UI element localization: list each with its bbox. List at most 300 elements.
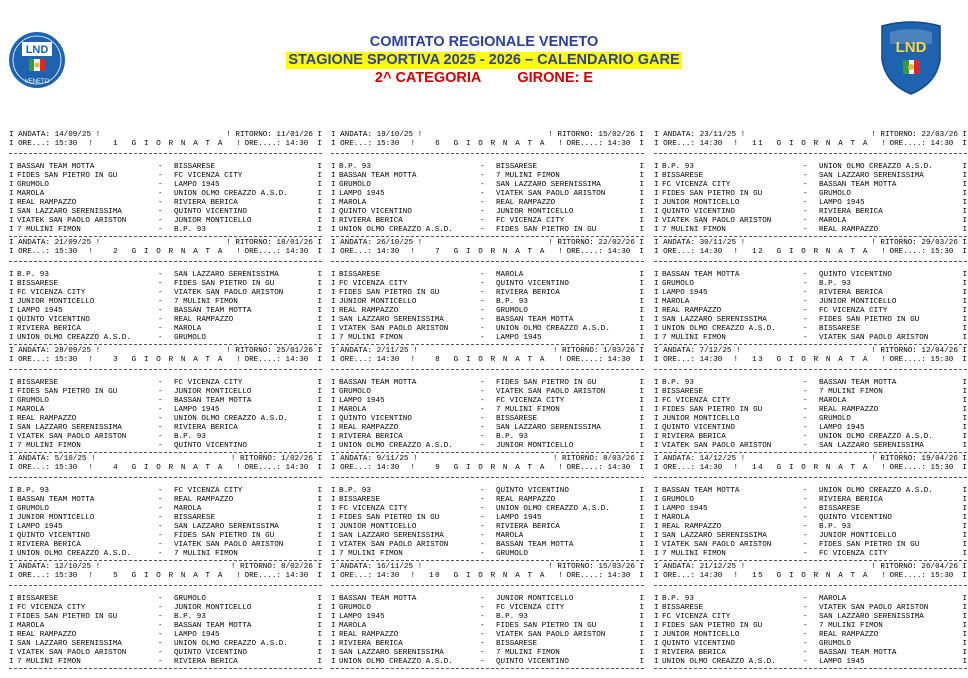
away-team: QUINTO VICENTINO bbox=[174, 208, 247, 216]
match-row: I MAROLA - JUNIOR MONTICELLO I bbox=[654, 298, 967, 306]
away-team: JUNIOR MONTICELLO bbox=[174, 604, 252, 612]
andata-date: I ANDATA: 21/12/25 ! bbox=[654, 563, 746, 571]
match-row: I RIVIERA BERICA - FC VICENZA CITY I bbox=[331, 217, 644, 225]
ritorno-time: ORE....: 14:30 I bbox=[566, 572, 644, 580]
match-row: I SAN LAZZARO SERENISSIMA - BASSAN TEAM MOTTA I bbox=[331, 316, 644, 324]
away-team: RIVIERA BERICA bbox=[174, 658, 238, 666]
giornata-label: ! 12 G I O R N A T A ! bbox=[733, 248, 888, 256]
match-row: I GRUMOLO - LAMPO 1945 I bbox=[9, 181, 322, 189]
andata-time: I ORE...: 14:30 bbox=[331, 572, 400, 580]
andata-time: I ORE...: 14:30 bbox=[331, 356, 400, 364]
match-row: I UNION OLMO CREAZZO A.S.D. - JUNIOR MONTICELLO I bbox=[331, 442, 644, 450]
away-team: FC VICENZA CITY bbox=[174, 379, 243, 387]
away-team: REAL RAMPAZZO bbox=[819, 226, 879, 234]
category-label: 2^ CATEGORIA bbox=[374, 70, 482, 86]
andata-date: I ANDATA: 28/09/25 ! bbox=[9, 347, 101, 355]
andata-time: I ORE...: 14:30 bbox=[654, 356, 723, 364]
match-row: I 7 MULINI FIMON - FC VICENZA CITY I bbox=[654, 550, 967, 558]
home-team: QUINTO VICENTINO bbox=[339, 208, 412, 216]
giornata-label: ! 1 G I O R N A T A ! bbox=[88, 140, 243, 148]
match-row: I UNION OLMO CREAZZO A.S.D. - BISSARESE I bbox=[654, 325, 967, 333]
home-team: RIVIERA BERICA bbox=[339, 433, 403, 441]
home-team: QUINTO VICENTINO bbox=[662, 208, 735, 216]
match-row: I LAMPO 1945 - SAN LAZZARO SERENISSIMA I bbox=[9, 523, 322, 531]
home-team: VIATEK SAN PAOLO ARISTON bbox=[662, 217, 772, 225]
andata-date: I ANDATA: 9/11/25 ! bbox=[331, 455, 418, 463]
round-block bbox=[654, 347, 967, 455]
home-team: QUINTO VICENTINO bbox=[662, 424, 735, 432]
season-title: STAGIONE SPORTIVA 2025 - 2026 – CALENDARIO GARE bbox=[288, 52, 680, 68]
home-team: GRUMOLO bbox=[339, 604, 371, 612]
match-row: I GRUMOLO - BASSAN TEAM MOTTA I bbox=[9, 397, 322, 405]
away-team: BASSAN TEAM MOTTA bbox=[174, 307, 252, 315]
away-team: MAROLA bbox=[819, 397, 847, 405]
home-team: B.P. 93 bbox=[17, 487, 49, 495]
away-team: QUINTO VICENTINO bbox=[496, 658, 569, 666]
home-team: LAMPO 1945 bbox=[339, 190, 385, 198]
away-team: REAL RAMPAZZO bbox=[174, 496, 234, 504]
home-team: REAL RAMPAZZO bbox=[17, 415, 77, 423]
match-row: I FIDES SAN PIETRO IN GU - FC VICENZA CITY I bbox=[9, 172, 322, 180]
match-row: I FIDES SAN PIETRO IN GU - 7 MULINI FIMON I bbox=[654, 622, 967, 630]
away-team: 7 MULINI FIMON bbox=[174, 298, 238, 306]
svg-text:LND: LND bbox=[25, 44, 49, 56]
divider bbox=[654, 369, 967, 379]
match-row: I QUINTO VICENTINO - LAMPO 1945 I bbox=[654, 424, 967, 432]
home-team: MAROLA bbox=[662, 514, 690, 522]
divider bbox=[331, 153, 644, 163]
match-row: I FC VICENZA CITY - QUINTO VICENTINO I bbox=[331, 280, 644, 288]
home-team: FIDES SAN PIETRO IN GU bbox=[17, 388, 118, 396]
divider bbox=[654, 261, 967, 271]
away-team: FC VICENZA CITY bbox=[496, 217, 565, 225]
away-team: BISSARESE bbox=[496, 640, 538, 648]
away-team: RIVIERA BERICA bbox=[496, 289, 560, 297]
ritorno-time: ORE....: 15:30 I bbox=[889, 464, 967, 472]
away-team: BASSAN TEAM MOTTA bbox=[819, 649, 897, 657]
match-row: I 7 MULINI FIMON - REAL RAMPAZZO I bbox=[654, 226, 967, 234]
away-team: LAMPO 1945 bbox=[819, 199, 865, 207]
away-team: FIDES SAN PIETRO IN GU bbox=[496, 622, 597, 630]
away-team: GRUMOLO bbox=[819, 190, 851, 198]
round-block bbox=[331, 563, 644, 671]
round-block bbox=[654, 563, 967, 671]
home-team: FIDES SAN PIETRO IN GU bbox=[339, 514, 440, 522]
ritorno-time: ORE....: 14:30 I bbox=[244, 572, 322, 580]
andata-date: I ANDATA: 14/12/25 ! bbox=[654, 455, 746, 463]
svg-text:VENETO: VENETO bbox=[24, 79, 50, 85]
away-team: UNION OLMO CREAZZO A.S.D. bbox=[174, 415, 288, 423]
match-row: I FC VICENZA CITY - UNION OLMO CREAZZO A.S.D. I bbox=[331, 505, 644, 513]
away-team: MAROLA bbox=[174, 325, 202, 333]
away-team: QUINTO VICENTINO bbox=[819, 271, 892, 279]
home-team: 7 MULINI FIMON bbox=[17, 442, 81, 450]
home-team: FC VICENZA CITY bbox=[662, 397, 731, 405]
away-team: B.P. 93 bbox=[819, 523, 851, 531]
match-row: I JUNIOR MONTICELLO - RIVIERA BERICA I bbox=[331, 523, 644, 531]
home-team: BISSARESE bbox=[662, 172, 704, 180]
andata-date: I ANDATA: 19/10/25 ! bbox=[331, 131, 423, 139]
andata-date: I ANDATA: 14/09/25 ! bbox=[9, 131, 101, 139]
andata-time: I ORE...: 14:30 bbox=[331, 248, 400, 256]
away-team: BISSARESE bbox=[819, 325, 861, 333]
andata-date: I ANDATA: 5/10/25 ! bbox=[9, 455, 96, 463]
divider bbox=[9, 369, 322, 379]
away-team: LAMPO 1945 bbox=[174, 631, 220, 639]
home-team: LAMPO 1945 bbox=[17, 523, 63, 531]
home-team: RIVIERA BERICA bbox=[662, 649, 726, 657]
match-row: I LAMPO 1945 - B.P. 93 I bbox=[331, 613, 644, 621]
round-block bbox=[654, 239, 967, 347]
home-team: BISSARESE bbox=[339, 496, 381, 504]
andata-date: I ANDATA: 12/10/25 ! bbox=[9, 563, 101, 571]
giornata-label: ! 4 G I O R N A T A ! bbox=[88, 464, 243, 472]
match-row: I JUNIOR MONTICELLO - GRUMOLO I bbox=[654, 415, 967, 423]
away-team: BISSARESE bbox=[496, 163, 538, 171]
match-row: I RIVIERA BERICA - BASSAN TEAM MOTTA I bbox=[654, 649, 967, 657]
andata-time: I ORE...: 14:30 bbox=[654, 140, 723, 148]
away-team: 7 MULINI FIMON bbox=[496, 649, 560, 657]
svg-text:LND: LND bbox=[895, 39, 927, 56]
match-row: I VIATEK SAN PAOLO ARISTON - BASSAN TEAM MOTTA I bbox=[331, 541, 644, 549]
match-row: I B.P. 93 - QUINTO VICENTINO I bbox=[331, 487, 644, 495]
giornata-label: ! 11 G I O R N A T A ! bbox=[733, 140, 888, 148]
andata-time: I ORE...: 15:30 bbox=[9, 572, 78, 580]
home-team: FIDES SAN PIETRO IN GU bbox=[339, 289, 440, 297]
match-row: I QUINTO VICENTINO - RIVIERA BERICA I bbox=[654, 208, 967, 216]
match-row: I MAROLA - QUINTO VICENTINO I bbox=[654, 514, 967, 522]
home-team: VIATEK SAN PAOLO ARISTON bbox=[17, 649, 127, 657]
away-team: REAL RAMPAZZO bbox=[819, 406, 879, 414]
home-team: UNION OLMO CREAZZO A.S.D. bbox=[17, 550, 131, 558]
home-team: MAROLA bbox=[339, 622, 367, 630]
match-row: I FIDES SAN PIETRO IN GU - B.P. 93 I bbox=[9, 613, 322, 621]
ritorno-date: ! RITORNO: 15/03/26 I bbox=[548, 563, 644, 571]
match-row: I LAMPO 1945 - BISSARESE I bbox=[654, 505, 967, 513]
ritorno-date: ! RITORNO: 11/01/26 I bbox=[226, 131, 322, 139]
round-block bbox=[331, 455, 644, 563]
away-team: BISSARESE bbox=[174, 514, 216, 522]
home-team: SAN LAZZARO SERENISSIMA bbox=[339, 649, 444, 657]
home-team: B.P. 93 bbox=[662, 379, 694, 387]
home-team: LAMPO 1945 bbox=[17, 307, 63, 315]
match-row: I SAN LAZZARO SERENISSIMA - QUINTO VICENTINO I bbox=[9, 208, 322, 216]
match-row: I 7 MULINI FIMON - B.P. 93 I bbox=[9, 226, 322, 234]
away-team: REAL RAMPAZZO bbox=[496, 199, 556, 207]
away-team: SAN LAZZARO SERENISSIMA bbox=[496, 424, 601, 432]
match-row: I BASSAN TEAM MOTTA - UNION OLMO CREAZZO A.S.D. I bbox=[654, 487, 967, 495]
home-team: RIVIERA BERICA bbox=[17, 541, 81, 549]
away-team: QUINTO VICENTINO bbox=[496, 487, 569, 495]
match-row: I GRUMOLO - MAROLA I bbox=[9, 505, 322, 513]
group-label: GIRONE: E bbox=[517, 70, 594, 86]
giornata-label: ! 9 G I O R N A T A ! bbox=[410, 464, 565, 472]
match-row: I 7 MULINI FIMON - RIVIERA BERICA I bbox=[9, 658, 322, 666]
match-row: I LAMPO 1945 - FC VICENZA CITY I bbox=[331, 397, 644, 405]
home-team: BASSAN TEAM MOTTA bbox=[339, 379, 417, 387]
away-team: BASSAN TEAM MOTTA bbox=[174, 622, 252, 630]
away-team: LAMPO 1945 bbox=[496, 334, 542, 342]
ritorno-date: ! RITORNO: 29/03/26 I bbox=[871, 239, 967, 247]
match-row: I QUINTO VICENTINO - JUNIOR MONTICELLO I bbox=[331, 208, 644, 216]
home-team: SAN LAZZARO SERENISSIMA bbox=[17, 424, 122, 432]
home-team: RIVIERA BERICA bbox=[339, 217, 403, 225]
away-team: GRUMOLO bbox=[496, 550, 528, 558]
match-row: I B.P. 93 - FC VICENZA CITY I bbox=[9, 487, 322, 495]
match-row: I FC VICENZA CITY - BASSAN TEAM MOTTA I bbox=[654, 181, 967, 189]
away-team: GRUMOLO bbox=[819, 640, 851, 648]
match-row: I RIVIERA BERICA - BISSARESE I bbox=[331, 640, 644, 648]
away-team: LAMPO 1945 bbox=[819, 658, 865, 666]
andata-date: I ANDATA: 7/12/25 ! bbox=[654, 347, 741, 355]
home-team: 7 MULINI FIMON bbox=[339, 334, 403, 342]
divider bbox=[331, 261, 644, 271]
away-team: MAROLA bbox=[174, 505, 202, 513]
away-team: RIVIERA BERICA bbox=[819, 496, 883, 504]
away-team: B.P. 93 bbox=[496, 298, 528, 306]
match-row: I SAN LAZZARO SERENISSIMA - 7 MULINI FIMON I bbox=[331, 649, 644, 657]
home-team: QUINTO VICENTINO bbox=[17, 316, 90, 324]
away-team: UNION OLMO CREAZZO A.S.D. bbox=[819, 487, 933, 495]
match-row: I B.P. 93 - BISSARESE I bbox=[331, 163, 644, 171]
away-team: LAMPO 1945 bbox=[174, 181, 220, 189]
away-team: 7 MULINI FIMON bbox=[819, 622, 883, 630]
match-row: I BASSAN TEAM MOTTA - JUNIOR MONTICELLO I bbox=[331, 595, 644, 603]
away-team: B.P. 93 bbox=[174, 433, 206, 441]
home-team: BISSARESE bbox=[17, 595, 59, 603]
match-row: I BISSARESE - MAROLA I bbox=[331, 271, 644, 279]
match-row: I SAN LAZZARO SERENISSIMA - UNION OLMO CREAZZO A.S.D. I bbox=[9, 640, 322, 648]
match-row: I FIDES SAN PIETRO IN GU - JUNIOR MONTICELLO I bbox=[9, 388, 322, 396]
away-team: FC VICENZA CITY bbox=[496, 397, 565, 405]
home-team: B.P. 93 bbox=[339, 163, 371, 171]
ritorno-date: ! RITORNO: 18/01/26 I bbox=[226, 239, 322, 247]
match-row: I BISSARESE - FIDES SAN PIETRO IN GU I bbox=[9, 280, 322, 288]
home-team: JUNIOR MONTICELLO bbox=[662, 631, 740, 639]
home-team: QUINTO VICENTINO bbox=[17, 532, 90, 540]
home-team: GRUMOLO bbox=[662, 496, 694, 504]
ritorno-time: ORE....: 14:30 I bbox=[566, 356, 644, 364]
away-team: SAN LAZZARO SERENISSIMA bbox=[496, 181, 601, 189]
andata-date: I ANDATA: 2/11/25 ! bbox=[331, 347, 418, 355]
home-team: UNION OLMO CREAZZO A.S.D. bbox=[662, 325, 776, 333]
match-row: I GRUMOLO - SAN LAZZARO SERENISSIMA I bbox=[331, 181, 644, 189]
away-team: QUINTO VICENTINO bbox=[174, 442, 247, 450]
andata-time: I ORE...: 15:30 bbox=[9, 140, 78, 148]
home-team: BISSARESE bbox=[339, 271, 381, 279]
ritorno-time: ORE....: 14:30 I bbox=[566, 248, 644, 256]
match-row: I FIDES SAN PIETRO IN GU - GRUMOLO I bbox=[654, 190, 967, 198]
match-row: I UNION OLMO CREAZZO A.S.D. - QUINTO VICENTINO I bbox=[331, 658, 644, 666]
away-team: LAMPO 1945 bbox=[174, 406, 220, 414]
away-team: UNION OLMO CREAZZO A.S.D. bbox=[174, 640, 288, 648]
ritorno-time: ORE....: 15:30 I bbox=[889, 248, 967, 256]
home-team: REAL RAMPAZZO bbox=[339, 631, 399, 639]
away-team: SAN LAZZARO SERENISSIMA bbox=[819, 613, 924, 621]
match-row: I VIATEK SAN PAOLO ARISTON - FIDES SAN PIETRO IN GU I bbox=[654, 541, 967, 549]
match-row: I UNION OLMO CREAZZO A.S.D. - LAMPO 1945 I bbox=[654, 658, 967, 666]
round-block bbox=[331, 347, 644, 455]
away-team: 7 MULINI FIMON bbox=[496, 172, 560, 180]
away-team: FC VICENZA CITY bbox=[819, 550, 888, 558]
match-row: I FC VICENZA CITY - VIATEK SAN PAOLO ARISTON I bbox=[9, 289, 322, 297]
away-team: JUNIOR MONTICELLO bbox=[496, 595, 574, 603]
match-row: I JUNIOR MONTICELLO - B.P. 93 I bbox=[331, 298, 644, 306]
match-row: I LAMPO 1945 - VIATEK SAN PAOLO ARISTON I bbox=[331, 190, 644, 198]
round-block bbox=[654, 455, 967, 563]
match-row: I SAN LAZZARO SERENISSIMA - FIDES SAN PIETRO IN GU I bbox=[654, 316, 967, 324]
home-team: BASSAN TEAM MOTTA bbox=[17, 163, 95, 171]
home-team: 7 MULINI FIMON bbox=[662, 226, 726, 234]
match-row: I B.P. 93 - MAROLA I bbox=[654, 595, 967, 603]
giornata-label: ! 2 G I O R N A T A ! bbox=[88, 248, 243, 256]
divider bbox=[9, 153, 322, 163]
away-team: BASSAN TEAM MOTTA bbox=[819, 379, 897, 387]
match-row: I RIVIERA BERICA - UNION OLMO CREAZZO A.S.D. I bbox=[654, 433, 967, 441]
away-team: SAN LAZZARO SERENISSIMA bbox=[819, 442, 924, 450]
away-team: QUINTO VICENTINO bbox=[174, 649, 247, 657]
match-row: I BASSAN TEAM MOTTA - BISSARESE I bbox=[9, 163, 322, 171]
home-team: FIDES SAN PIETRO IN GU bbox=[17, 172, 118, 180]
match-row: I BISSARESE - VIATEK SAN PAOLO ARISTON I bbox=[654, 604, 967, 612]
match-row: I RIVIERA BERICA - VIATEK SAN PAOLO ARISTON I bbox=[9, 541, 322, 549]
match-row: I JUNIOR MONTICELLO - LAMPO 1945 I bbox=[654, 199, 967, 207]
match-row: I MAROLA - 7 MULINI FIMON I bbox=[331, 406, 644, 414]
home-team: GRUMOLO bbox=[17, 397, 49, 405]
match-row: I BASSAN TEAM MOTTA - 7 MULINI FIMON I bbox=[331, 172, 644, 180]
away-team: B.P. 93 bbox=[819, 280, 851, 288]
away-team: JUNIOR MONTICELLO bbox=[496, 208, 574, 216]
match-row: I 7 MULINI FIMON - VIATEK SAN PAOLO ARISTON I bbox=[654, 334, 967, 342]
match-row: I SAN LAZZARO SERENISSIMA - JUNIOR MONTICELLO I bbox=[654, 532, 967, 540]
home-team: VIATEK SAN PAOLO ARISTON bbox=[17, 217, 127, 225]
round-block bbox=[331, 239, 644, 347]
away-team: B.P. 93 bbox=[174, 226, 206, 234]
away-team: UNION OLMO CREAZZO A.S.D. bbox=[819, 433, 933, 441]
match-row: I JUNIOR MONTICELLO - REAL RAMPAZZO I bbox=[654, 631, 967, 639]
match-row: I MAROLA - UNION OLMO CREAZZO A.S.D. I bbox=[9, 190, 322, 198]
home-team: REAL RAMPAZZO bbox=[662, 307, 722, 315]
divider bbox=[331, 477, 644, 487]
match-row: I MAROLA - BASSAN TEAM MOTTA I bbox=[9, 622, 322, 630]
away-team: UNION OLMO CREAZZO A.S.D. bbox=[819, 163, 933, 171]
match-row: I VIATEK SAN PAOLO ARISTON - SAN LAZZARO SERENISSIMA I bbox=[654, 442, 967, 450]
match-row: I JUNIOR MONTICELLO - BISSARESE I bbox=[9, 514, 322, 522]
away-team: FC VICENZA CITY bbox=[819, 307, 888, 315]
giornata-label: ! 6 G I O R N A T A ! bbox=[410, 140, 565, 148]
home-team: BASSAN TEAM MOTTA bbox=[662, 271, 740, 279]
ritorno-date: ! RITORNO: 8/02/26 I bbox=[230, 563, 322, 571]
match-row: I REAL RAMPAZZO - RIVIERA BERICA I bbox=[9, 199, 322, 207]
match-row: I REAL RAMPAZZO - UNION OLMO CREAZZO A.S.D. I bbox=[9, 415, 322, 423]
away-team: GRUMOLO bbox=[174, 334, 206, 342]
ritorno-date: ! RITORNO: 19/04/26 I bbox=[871, 455, 967, 463]
home-team: 7 MULINI FIMON bbox=[662, 550, 726, 558]
match-row: I 7 MULINI FIMON - GRUMOLO I bbox=[331, 550, 644, 558]
away-team: 7 MULINI FIMON bbox=[496, 406, 560, 414]
andata-time: I ORE...: 14:30 bbox=[654, 248, 723, 256]
home-team: REAL RAMPAZZO bbox=[339, 307, 399, 315]
home-team: BISSARESE bbox=[662, 604, 704, 612]
ritorno-time: ORE....: 14:30 I bbox=[566, 140, 644, 148]
ritorno-time: ORE....: 14:30 I bbox=[566, 464, 644, 472]
home-team: LAMPO 1945 bbox=[339, 613, 385, 621]
match-row: I FC VICENZA CITY - MAROLA I bbox=[654, 397, 967, 405]
match-row: I RIVIERA BERICA - B.P. 93 I bbox=[331, 433, 644, 441]
ritorno-time: ORE....: 15:30 I bbox=[889, 572, 967, 580]
ritorno-date: ! RITORNO: 22/02/26 I bbox=[548, 239, 644, 247]
away-team: LAMPO 1945 bbox=[496, 514, 542, 522]
round-block bbox=[9, 563, 322, 671]
home-team: FC VICENZA CITY bbox=[339, 280, 408, 288]
home-team: SAN LAZZARO SERENISSIMA bbox=[17, 640, 122, 648]
home-team: FIDES SAN PIETRO IN GU bbox=[17, 613, 118, 621]
home-team: VIATEK SAN PAOLO ARISTON bbox=[339, 325, 449, 333]
home-team: JUNIOR MONTICELLO bbox=[662, 415, 740, 423]
home-team: JUNIOR MONTICELLO bbox=[17, 298, 95, 306]
away-team: BASSAN TEAM MOTTA bbox=[496, 541, 574, 549]
away-team: REAL RAMPAZZO bbox=[496, 496, 556, 504]
page-header bbox=[0, 0, 968, 110]
giornata-label: ! 15 G I O R N A T A ! bbox=[733, 572, 888, 580]
andata-date: I ANDATA: 30/11/25 ! bbox=[654, 239, 746, 247]
match-row: I QUINTO VICENTINO - GRUMOLO I bbox=[654, 640, 967, 648]
ritorno-date: ! RITORNO: 22/03/26 I bbox=[871, 131, 967, 139]
away-team: RIVIERA BERICA bbox=[819, 289, 883, 297]
home-team: VIATEK SAN PAOLO ARISTON bbox=[662, 442, 772, 450]
home-team: REAL RAMPAZZO bbox=[17, 199, 77, 207]
home-team: JUNIOR MONTICELLO bbox=[662, 199, 740, 207]
away-team: VIATEK SAN PAOLO ARISTON bbox=[496, 388, 606, 396]
away-team: B.P. 93 bbox=[174, 613, 206, 621]
match-row: I BASSAN TEAM MOTTA - QUINTO VICENTINO I bbox=[654, 271, 967, 279]
home-team: GRUMOLO bbox=[662, 280, 694, 288]
away-team: MAROLA bbox=[819, 595, 847, 603]
home-team: SAN LAZZARO SERENISSIMA bbox=[17, 208, 122, 216]
home-team: JUNIOR MONTICELLO bbox=[17, 514, 95, 522]
giornata-label: ! 5 G I O R N A T A ! bbox=[88, 572, 243, 580]
away-team: REAL RAMPAZZO bbox=[819, 631, 879, 639]
home-team: REAL RAMPAZZO bbox=[17, 631, 77, 639]
match-row: I REAL RAMPAZZO - FC VICENZA CITY I bbox=[654, 307, 967, 315]
away-team: BASSAN TEAM MOTTA bbox=[819, 181, 897, 189]
away-team: FC VICENZA CITY bbox=[174, 487, 243, 495]
away-team: SAN LAZZARO SERENISSIMA bbox=[819, 172, 924, 180]
away-team: BISSARESE bbox=[174, 163, 216, 171]
home-team: 7 MULINI FIMON bbox=[17, 658, 81, 666]
away-team: BASSAN TEAM MOTTA bbox=[174, 397, 252, 405]
home-team: UNION OLMO CREAZZO A.S.D. bbox=[17, 334, 131, 342]
home-team: GRUMOLO bbox=[17, 505, 49, 513]
divider bbox=[654, 585, 967, 595]
away-team: VIATEK SAN PAOLO ARISTON bbox=[174, 541, 284, 549]
match-row: I SAN LAZZARO SERENISSIMA - MAROLA I bbox=[331, 532, 644, 540]
match-row: I QUINTO VICENTINO - BISSARESE I bbox=[331, 415, 644, 423]
match-row: I FC VICENZA CITY - SAN LAZZARO SERENISSIMA I bbox=[654, 613, 967, 621]
home-team: SAN LAZZARO SERENISSIMA bbox=[339, 316, 444, 324]
andata-time: I ORE...: 14:30 bbox=[654, 572, 723, 580]
home-team: SAN LAZZARO SERENISSIMA bbox=[662, 316, 767, 324]
home-team: MAROLA bbox=[339, 199, 367, 207]
match-row: I FC VICENZA CITY - JUNIOR MONTICELLO I bbox=[9, 604, 322, 612]
match-row: I GRUMOLO - RIVIERA BERICA I bbox=[654, 496, 967, 504]
away-team: JUNIOR MONTICELLO bbox=[819, 298, 897, 306]
ritorno-time: ORE....: 15:30 I bbox=[889, 356, 967, 364]
match-row: I BISSARESE - SAN LAZZARO SERENISSIMA I bbox=[654, 172, 967, 180]
away-team: RIVIERA BERICA bbox=[174, 199, 238, 207]
ritorno-time: ORE....: 14:30 I bbox=[244, 356, 322, 364]
away-team: VIATEK SAN PAOLO ARISTON bbox=[819, 334, 929, 342]
